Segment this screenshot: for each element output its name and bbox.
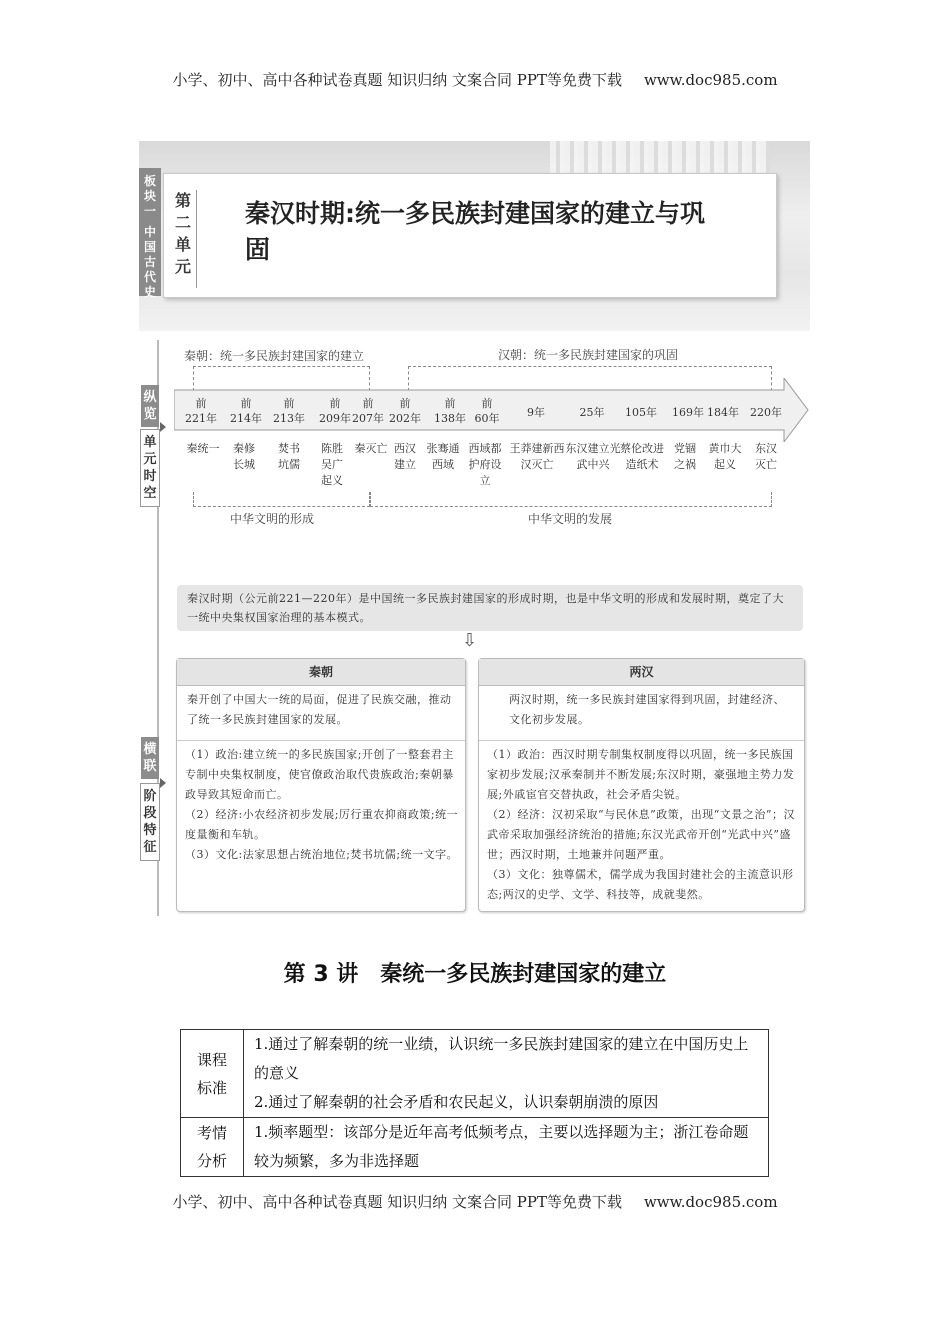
form-label: 中华文明的形成 xyxy=(230,512,315,526)
timeline-event: 西汉建立 xyxy=(394,442,416,471)
han-points: （1）政治：西汉时期专制集权制度得以巩固，统一多民族国家初步发展;汉承秦制并不断发展;东汉时期，豪强地主势力发展;外戚宦官交替执政，社会矛盾尖锐。 （2）经济：汉初采取“与民休息”政策，出现“文景之治”；汉武帝采取加强经济统治的措施;东汉光武帝开创“光武中兴”盛世；西汉时期，土地兼并问题严重。 （3）文化：独尊儒术，儒学成为我国封建社会的主流意识形态;两汉的史学、文学、科技等，成就斐然。 xyxy=(487,748,795,901)
qin-panel xyxy=(176,658,466,912)
lesson-title: 第 3 讲 秦统一多民族封建国家的建立 xyxy=(283,962,667,987)
row-label: 考情分析 xyxy=(181,1118,244,1177)
row-content xyxy=(244,1118,769,1177)
table-row xyxy=(181,1030,769,1118)
timeline-year: 前 207年 xyxy=(352,397,384,425)
han-period-label: 汉朝：统一多民族封建国家的巩固 xyxy=(498,348,679,362)
timeline-year: 前 60年 xyxy=(474,397,500,425)
side-unit-time: 单元时空 xyxy=(140,429,160,507)
side-pointer-icon xyxy=(160,422,166,432)
timeline-year: 184年 xyxy=(707,406,739,419)
qin-intro: 秦开创了中国大一统的局面，促进了民族交融，推动了统一多民族封建国家的发展。 xyxy=(177,686,465,741)
timeline-event: 东汉建立光武中兴 xyxy=(565,442,621,471)
timeline-year: 前 214年 xyxy=(230,397,262,425)
timeline-event: 秦灭亡 xyxy=(354,442,388,455)
timeline-year: 前 213年 xyxy=(273,397,305,425)
unit-label: 第二单元 xyxy=(170,190,197,288)
block-label: 板块一 xyxy=(143,174,156,218)
timeline-event: 西域都护府设立 xyxy=(468,442,502,487)
row-label: 课程标准 xyxy=(181,1030,244,1118)
dev-bracket xyxy=(370,492,772,507)
timeline-year: 105年 xyxy=(625,406,657,419)
timeline-event: 秦统一 xyxy=(186,442,220,455)
timeline-event: 蔡伦改进造纸术 xyxy=(620,442,664,471)
header-text: 小学、初中、高中各种试卷真题 知识归纳 文案合同 PPT等免费下载 xyxy=(172,71,622,89)
side-henglian: 横联 xyxy=(141,737,159,779)
timeline-event: 黄巾大起义 xyxy=(708,442,742,471)
header-site[interactable]: www.doc985.com xyxy=(643,71,778,89)
timeline-event: 党锢之祸 xyxy=(674,442,696,471)
timeline-event: 焚书坑儒 xyxy=(278,442,300,471)
timeline-year: 169年 xyxy=(672,406,704,419)
down-arrow-icon: ⇩ xyxy=(462,630,478,651)
row-line: 1.通过了解秦朝的统一业绩，认识统一多民族封建国家的建立在中国历史上的意义 xyxy=(254,1035,749,1082)
summary-box xyxy=(177,585,803,631)
qin-points: （1）政治:建立统一的多民族国家;开创了一整套君主专制中央集权制度，使官僚政治取代贵族政治;秦朝暴政导致其短命而亡。 （2）经济:小农经济初步发展;厉行重农抑商政策;统一度量衡和车轨。 （3）文化:法家思想占统治地位;焚书坑儒;统一文字。 xyxy=(185,748,459,861)
timeline-year: 前 209年 xyxy=(319,397,351,425)
timeline-year: 9年 xyxy=(527,406,545,419)
row-line: 2.通过了解秦朝的社会矛盾和农民起义，认识秦朝崩溃的原因 xyxy=(254,1093,659,1111)
dev-label: 中华文明的发展 xyxy=(528,512,613,526)
standards-table xyxy=(180,1029,769,1177)
page-header xyxy=(0,69,950,90)
timeline-year: 前 221年 xyxy=(185,397,217,425)
timeline-event: 王莽建新西汉灭亡 xyxy=(509,442,565,471)
qin-period-label: 秦朝：统一多民族封建国家的建立 xyxy=(184,349,365,363)
timeline-event: 东汉灭亡 xyxy=(755,442,777,471)
side-stage: 阶段特征 xyxy=(140,783,160,861)
row-content xyxy=(244,1030,769,1118)
timeline-year: 前 202年 xyxy=(389,397,421,425)
block-tab xyxy=(139,168,161,299)
footer-text: 小学、初中、高中各种试卷真题 知识归纳 文案合同 PPT等免费下载 xyxy=(172,1193,622,1211)
timeline-year: 25年 xyxy=(579,406,605,419)
form-bracket xyxy=(193,492,370,507)
timeline-event: 陈胜吴广起义 xyxy=(321,442,343,487)
qin-head: 秦朝 xyxy=(177,659,465,686)
unit-title: 秦汉时期:统一多民族封建国家的建立与巩固 xyxy=(245,199,705,264)
side-zonglan: 纵览 xyxy=(141,385,159,427)
timeline-year: 前 138年 xyxy=(434,397,466,425)
footer-site[interactable]: www.doc985.com xyxy=(643,1193,778,1211)
side-pointer-icon xyxy=(160,778,166,788)
han-head: 两汉 xyxy=(479,659,804,686)
timeline-event: 秦修长城 xyxy=(233,442,255,471)
table-row xyxy=(181,1118,769,1177)
page-footer xyxy=(0,1191,950,1212)
han-panel xyxy=(478,658,805,912)
block-sub: 中国古代史 xyxy=(143,225,156,299)
han-intro: 两汉时期，统一多民族封建国家得到巩固，封建经济、文化初步发展。 xyxy=(479,686,804,741)
summary-text: 秦汉时期（公元前221—220年）是中国统一多民族封建国家的形成时期，也是中华文明的形成和发展时期，奠定了大一统中央集权国家治理的基本模式。 xyxy=(187,592,784,624)
row-line: 1.频率题型：该部分是近年高考低频考点，主要以选择题为主；浙江卷命题较为频繁，多为非选择题 xyxy=(254,1123,749,1170)
timeline-year: 220年 xyxy=(750,406,782,419)
timeline-event: 张骞通西域 xyxy=(426,442,460,471)
